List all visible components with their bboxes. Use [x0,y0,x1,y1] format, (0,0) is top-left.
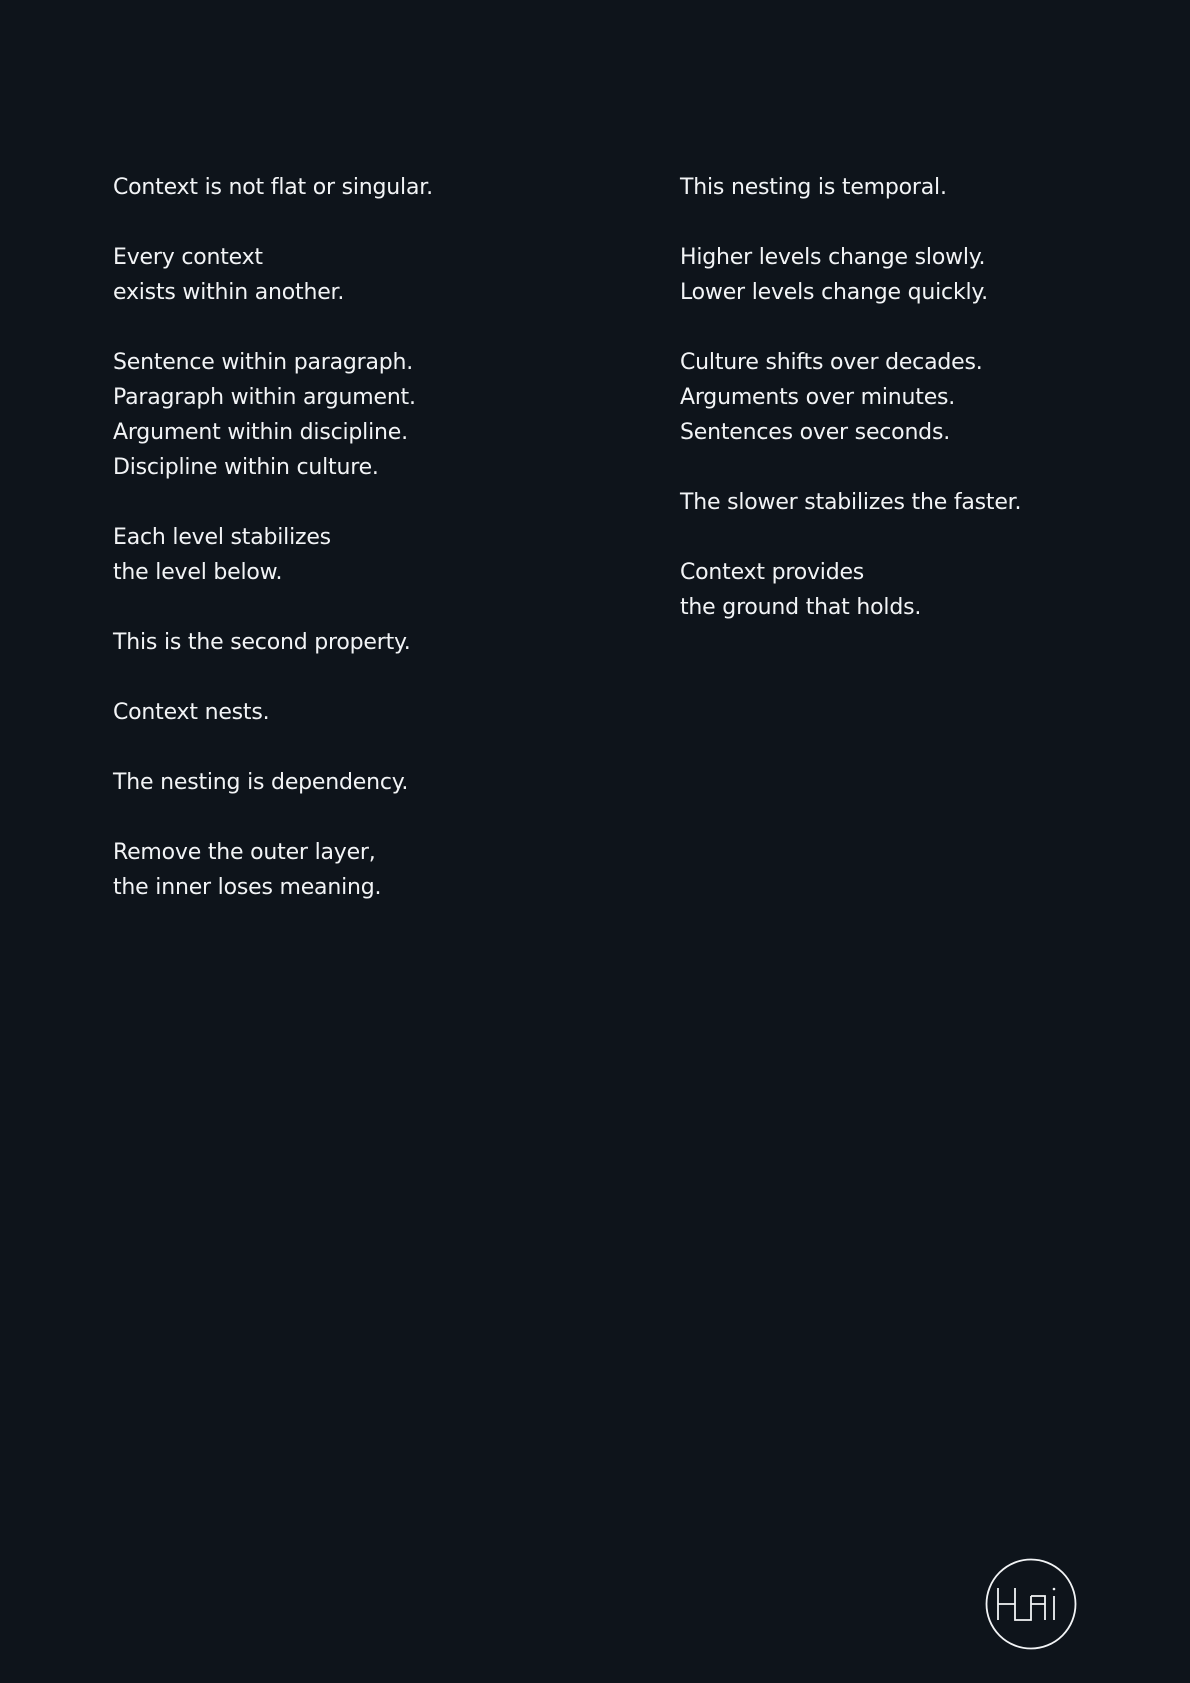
text-line: Context nests. [113,700,270,725]
stanza [680,170,1150,205]
stanza [113,625,583,660]
stanza [113,765,583,800]
stanza [113,240,583,310]
text-line: This is the second property. [113,630,411,655]
text-line: Higher levels change slowly. [680,245,986,270]
stanza [680,555,1150,625]
text-line: Paragraph within argument. [113,385,416,410]
stanza [680,345,1150,450]
stanza [113,695,583,730]
stanza [680,240,1150,310]
text-line: Discipline within culture. [113,455,379,480]
stanza [680,485,1150,520]
text-line: Every context [113,245,263,270]
text-line: Sentences over seconds. [680,420,951,445]
text-line: Context is not flat or singular. [113,175,433,200]
text-line: Arguments over minutes. [680,385,956,410]
logo-icon [985,1558,1077,1650]
text-line: exists within another. [113,280,345,305]
text-line: This nesting is temporal. [680,175,947,200]
text-line: Remove the outer layer, [113,840,376,865]
text-line: Each level stabilizes [113,525,331,550]
text-line: The nesting is dependency. [113,770,409,795]
text-line: the ground that holds. [680,595,922,620]
stanza [113,170,583,205]
left-column [113,170,583,940]
text-line: Culture shifts over decades. [680,350,983,375]
stanza [113,345,583,485]
right-column [680,170,1150,660]
text-line: the inner loses meaning. [113,875,382,900]
text-line: Lower levels change quickly. [680,280,988,305]
text-line: The slower stabilizes the faster. [680,490,1022,515]
text-line: Argument within discipline. [113,420,408,445]
text-line: Sentence within paragraph. [113,350,414,375]
text-line: the level below. [113,560,283,585]
stanza [113,520,583,590]
stanza [113,835,583,905]
text-line: Context provides [680,560,865,585]
circle-monogram-logo [985,1558,1077,1650]
